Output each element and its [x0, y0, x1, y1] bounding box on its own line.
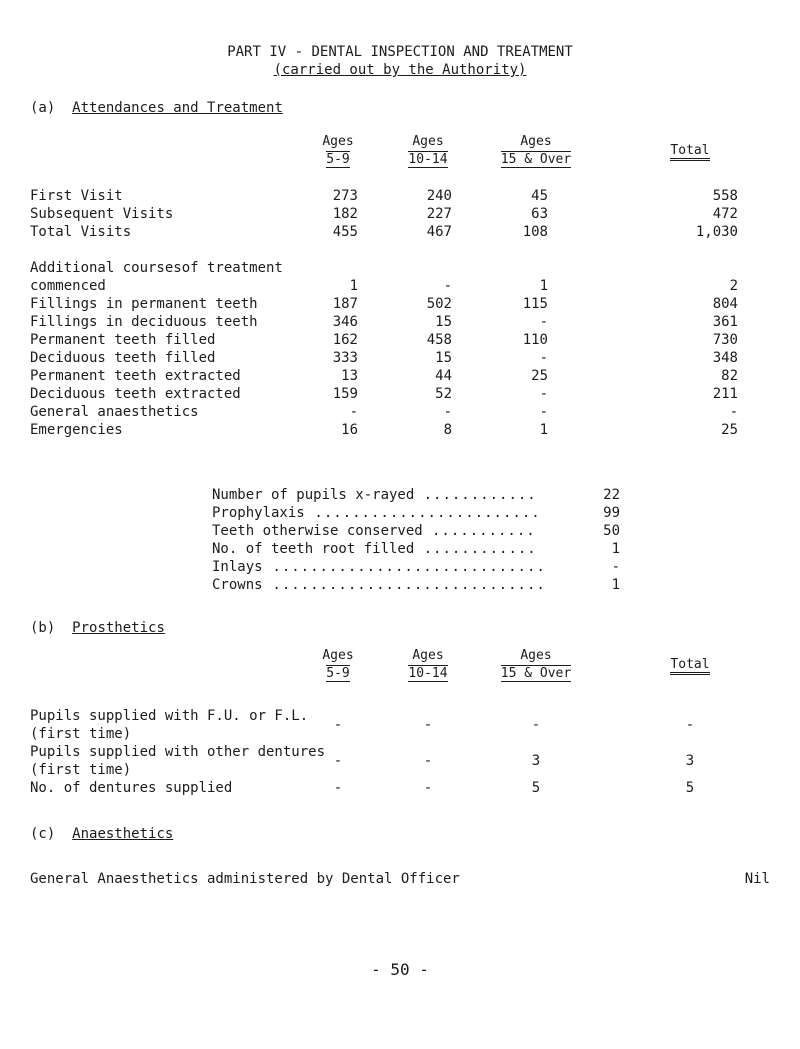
table-cell: 361 [712, 314, 738, 330]
table-row-label: Subsequent Visits [30, 206, 174, 222]
table-cell: 348 [712, 350, 738, 366]
table-cell: 804 [712, 296, 738, 312]
table-row-label: Additional coursesof treatment [30, 260, 283, 276]
table-cell: 8 [443, 422, 452, 438]
table-cell: 63 [531, 206, 548, 222]
table-cell: 2 [729, 278, 738, 294]
table-cell: 240 [426, 188, 452, 204]
table-cell: 5 [685, 780, 695, 796]
table-cell: - [333, 717, 343, 733]
anaesthetics-line-value: Nil [744, 871, 770, 887]
column-header-bottom [368, 666, 488, 682]
column-header-top: Ages [412, 648, 444, 663]
table-cell: - [443, 404, 452, 420]
table-cell: 25 [721, 422, 738, 438]
section-b-heading: (b) Prosthetics [30, 620, 165, 636]
table-row-label-continued: (first time) [30, 762, 132, 778]
misc-item-leader-dots: ........................ [314, 505, 541, 521]
misc-item-value: 1 [611, 577, 620, 593]
table-cell: - [443, 278, 452, 294]
table-cell: 115 [522, 296, 548, 312]
table-cell: - [423, 717, 433, 733]
table-cell: 15 [435, 350, 452, 366]
page-title: PART IV - DENTAL INSPECTION AND TREATMENT [227, 44, 573, 60]
table-cell: 273 [332, 188, 358, 204]
table-cell: 15 [435, 314, 452, 330]
table-cell: 162 [332, 332, 358, 348]
table-cell: - [349, 404, 358, 420]
table-cell: - [423, 780, 433, 796]
table-cell: 1,030 [695, 224, 738, 240]
table-cell: - [539, 386, 548, 402]
misc-item-label: No. of teeth root filled [212, 541, 415, 557]
table-cell: 346 [332, 314, 358, 330]
table-cell: 13 [341, 368, 358, 384]
misc-item-leader-dots: ........... [432, 523, 536, 539]
table-cell: - [539, 350, 548, 366]
table-row-label: Pupils supplied with F.U. or F.L. [30, 708, 309, 724]
misc-item-value: - [611, 559, 620, 575]
misc-item-leader-dots: ............ [423, 487, 537, 503]
table-cell: 1 [539, 278, 548, 294]
misc-item-value: 22 [603, 487, 620, 503]
table-cell: 110 [522, 332, 548, 348]
column-header-range: 10-14 [408, 152, 448, 167]
table-cell: 502 [426, 296, 452, 312]
anaesthetics-line-label: General Anaesthetics administered by Dental Officer [30, 871, 460, 887]
table-cell: 5 [531, 780, 541, 796]
table-cell: - [423, 753, 433, 769]
table-cell: 211 [712, 386, 738, 402]
table-row-label: General anaesthetics [30, 404, 199, 420]
table-cell: 82 [721, 368, 738, 384]
table-cell: - [333, 753, 343, 769]
table-row-label-continued: (first time) [30, 726, 132, 742]
table-row-label: No. of dentures supplied [30, 780, 233, 796]
misc-item-label: Inlays [212, 559, 263, 575]
table-cell: - [531, 717, 541, 733]
page-number: - 50 - [371, 960, 429, 979]
column-header-range: 15 & Over [500, 666, 572, 681]
column-header-total [630, 657, 750, 673]
table-cell: 333 [332, 350, 358, 366]
table-cell: 182 [332, 206, 358, 222]
table-row-label: Emergencies [30, 422, 123, 438]
column-header-range: 5-9 [326, 666, 350, 681]
table-cell: - [539, 404, 548, 420]
table-cell: 558 [712, 188, 738, 204]
misc-item-leader-dots: ............................. [272, 577, 546, 593]
column-header-top: Ages [322, 134, 354, 149]
column-header-total-label: Total [670, 657, 709, 675]
table-row-label: Fillings in deciduous teeth [30, 314, 258, 330]
table-cell: 45 [531, 188, 548, 204]
misc-item-label: Teeth otherwise conserved [212, 523, 423, 539]
table-cell: 52 [435, 386, 452, 402]
table-cell: 16 [341, 422, 358, 438]
table-row-label: Deciduous teeth filled [30, 350, 216, 366]
column-header-top: Ages [412, 134, 444, 149]
column-header-top: Ages [520, 134, 552, 149]
table-cell: 159 [332, 386, 358, 402]
table-cell: 467 [426, 224, 452, 240]
misc-item-label: Number of pupils x-rayed [212, 487, 415, 503]
table-row-label: commenced [30, 278, 106, 294]
column-header-bottom [476, 152, 596, 168]
column-header-top: Ages [520, 648, 552, 663]
misc-item-value: 50 [603, 523, 620, 539]
table-row-label: Deciduous teeth extracted [30, 386, 241, 402]
table-cell: 44 [435, 368, 452, 384]
column-header-bottom [368, 152, 488, 168]
table-cell: 472 [712, 206, 738, 222]
table-row-label: Permanent teeth extracted [30, 368, 241, 384]
column-header-top: Ages [322, 648, 354, 663]
table-row-label: Permanent teeth filled [30, 332, 216, 348]
table-cell: 1 [349, 278, 358, 294]
page-subtitle: (carried out by the Authority) [273, 62, 527, 78]
table-cell: 3 [531, 753, 541, 769]
table-cell: 458 [426, 332, 452, 348]
table-cell: 25 [531, 368, 548, 384]
section-a-heading: (a) Attendances and Treatment [30, 100, 283, 116]
table-cell: - [685, 717, 695, 733]
section-c-heading: (c) Anaesthetics [30, 826, 174, 842]
column-header-range: 5-9 [326, 152, 350, 167]
table-row-label: Total Visits [30, 224, 132, 240]
column-header-total [630, 143, 750, 159]
table-cell: 1 [539, 422, 548, 438]
table-cell: 108 [522, 224, 548, 240]
misc-item-value: 99 [603, 505, 620, 521]
table-cell: 730 [712, 332, 738, 348]
table-cell: 227 [426, 206, 452, 222]
table-cell: 187 [332, 296, 358, 312]
table-cell: - [539, 314, 548, 330]
misc-item-label: Prophylaxis [212, 505, 305, 521]
misc-item-label: Crowns [212, 577, 263, 593]
misc-item-leader-dots: ............................. [272, 559, 546, 575]
table-row-label: First Visit [30, 188, 123, 204]
table-cell: - [729, 404, 738, 420]
table-row-label: Fillings in permanent teeth [30, 296, 258, 312]
column-header-bottom [476, 666, 596, 682]
column-header-total-label: Total [670, 143, 709, 161]
table-cell: 455 [332, 224, 358, 240]
misc-item-leader-dots: ............ [423, 541, 537, 557]
table-cell: - [333, 780, 343, 796]
column-header-range: 15 & Over [500, 152, 572, 167]
table-row-label: Pupils supplied with other dentures [30, 744, 326, 760]
column-header-range: 10-14 [408, 666, 448, 681]
misc-item-value: 1 [611, 541, 620, 557]
table-cell: 3 [685, 753, 695, 769]
